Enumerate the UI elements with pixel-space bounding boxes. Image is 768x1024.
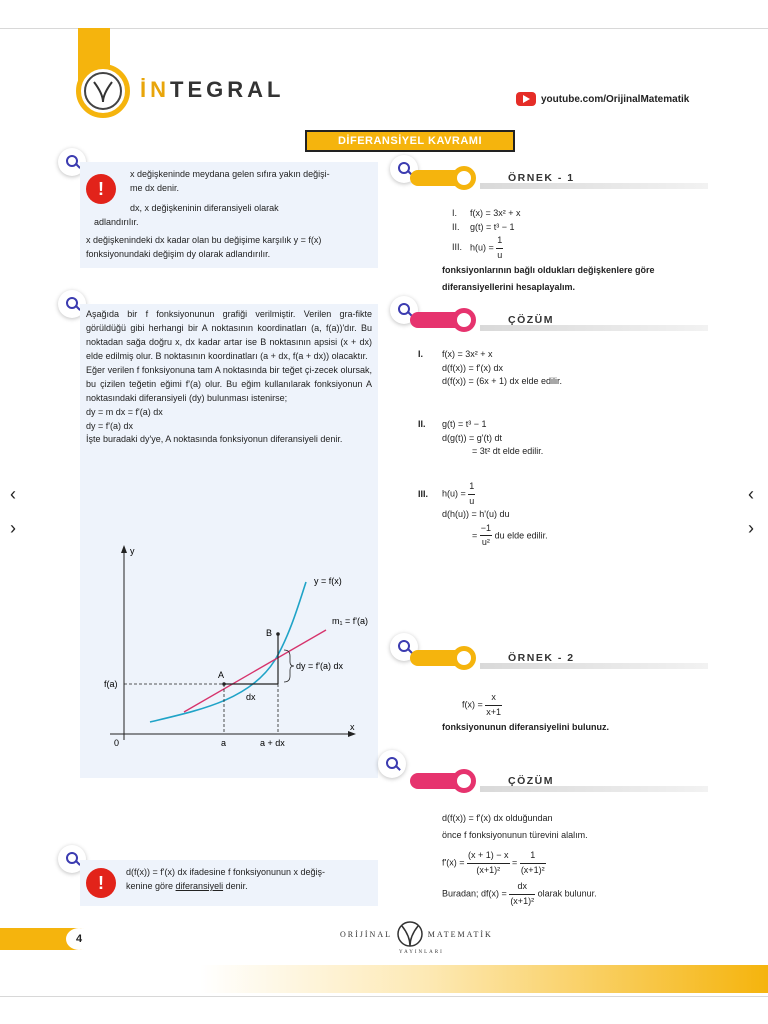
sol1-iii3-den: u² (481, 537, 490, 547)
dy-brace (284, 650, 294, 682)
footer-gradient (200, 965, 768, 993)
sol1-iii-frac (468, 480, 475, 508)
bottom-rule (0, 996, 768, 997)
ex1-iii-lhs: h(u) = (470, 242, 494, 253)
sol1-iii3-num: −1 (480, 522, 492, 537)
footer-logo-sub: YAYINLARI (399, 950, 444, 955)
youtube-link[interactable] (516, 92, 689, 106)
x-axis-label: x (350, 722, 355, 732)
footer-logo-right: MATEMATİK (427, 929, 493, 939)
definition-box (80, 162, 378, 268)
example2-title: ÖRNEK - 2 (508, 652, 575, 664)
sol1-i-line2: d(f(x)) = f'(x) dx (442, 362, 503, 373)
example-pill-knob (452, 166, 476, 190)
def2-pre: kenine göre (126, 880, 176, 891)
def2-underlined: diferansiyeli (175, 880, 224, 891)
sol1-iii-den-val: u (469, 495, 475, 506)
page-number: 4 (66, 928, 92, 950)
differential-graph (80, 540, 378, 770)
dx-label: dx (246, 692, 256, 702)
sol1-ii-num: II. (418, 419, 426, 429)
point-b (276, 632, 280, 636)
dy-label: dy = f'(a) dx (296, 661, 343, 671)
example-pill-knob (452, 646, 476, 670)
ex1-iii-frac (496, 234, 503, 262)
sol2-derivative (442, 849, 546, 877)
zoom-icon[interactable] (378, 750, 406, 778)
sol1-iii-num-val: 1 (468, 480, 475, 495)
def2-post: denir. (223, 880, 248, 891)
ex1-iii-num: III. (452, 242, 463, 253)
point-a-label: A (218, 670, 225, 680)
origin-label: 0 (114, 738, 120, 748)
fa-label: f(a) (104, 679, 118, 689)
sol1-iii3-post: du elde edilir. (494, 529, 548, 540)
point-b-label: B (266, 628, 273, 638)
sol1-iii-lhs: h(u) = (442, 488, 466, 499)
sol1-iii-num: III. (418, 489, 429, 499)
youtube-text[interactable]: youtube.com/OrijinalMatematik (541, 93, 690, 105)
function-curve (150, 582, 306, 722)
explanation-eq2: dy = f'(a) dx (86, 420, 133, 431)
sol2-den2: (x+1)² (520, 864, 545, 875)
def-line4: adlandırılır. (94, 217, 139, 227)
sol2-l3-lhs: f'(x) = (442, 857, 465, 868)
prev-page-button[interactable]: ‹ (10, 484, 16, 504)
brand-logo-inner (84, 72, 122, 110)
explanation-eq1: dy = m dx = f'(a) dx (86, 406, 163, 417)
ex1-ii-eq: g(t) = t³ − 1 (470, 221, 515, 232)
top-rule (0, 28, 768, 29)
youtube-icon (516, 92, 536, 106)
footer-logo-icon (396, 920, 424, 950)
sol1-ii-line1: g(t) = t³ − 1 (442, 419, 487, 429)
def-line1: x değişkeninde meydana gelen sıfıra yakın değişi- (130, 169, 330, 179)
sol1-ii-line2: d(g(t)) = g'(t) dt (442, 432, 502, 443)
sol1-iii-eq: = (472, 529, 478, 540)
tangent-label: m₁ = f'(a) (332, 616, 369, 626)
sol2-l4-post: olarak bulunur. (537, 888, 597, 899)
definition-box-2 (80, 860, 378, 906)
ex1-i-num: I. (452, 208, 458, 218)
sol2-result (442, 880, 597, 908)
ex2-den: x+1 (486, 706, 502, 717)
ex2-question: fonksiyonunun diferansiyelini bulunuz. (442, 722, 610, 732)
sol2-eq: = (512, 857, 518, 868)
alert-icon: ! (86, 868, 116, 898)
sol1-i-line3: d(f(x)) = (6x + 1) dx elde edilir. (442, 376, 563, 386)
curve-label: y = f(x) (314, 576, 342, 586)
solution-pill-knob (452, 769, 476, 793)
sol2-line1: d(f(x)) = f'(x) dx olduğundan (442, 813, 553, 823)
ex1-ii-num: II. (452, 221, 460, 232)
y-axis-label: y (130, 546, 135, 556)
logo-y-icon (86, 74, 120, 108)
explanation-p1: Aşağıda bir f fonksiyonunun grafiği verilmiştir. Verilen gra-fikte görüldüğü gibi herhangi bir A noktasının koordinatları (a, f(a))'dır. Bu noktadan sağa doğru x, dx kadar artar ise B noktasının apsisi (x + dx) elde edilmiş olur. B noktasının koordinatları (a + dx, f(a + dx)) olacaktır. (86, 309, 372, 361)
a-tick-label: a (221, 738, 227, 748)
alert-icon: ! (86, 174, 116, 204)
brand-rest: TEGRAL (170, 77, 285, 102)
sol2-den1: (x+1)² (476, 864, 501, 875)
sol2-l4-num: dx (509, 880, 535, 895)
solution1-title: ÇÖZÜM (508, 314, 554, 326)
footer-logo (340, 920, 493, 955)
explanation-box (80, 304, 378, 778)
sol2-line2: önce f fonksiyonunun türevini alalım. (442, 830, 588, 841)
def-line2: me dx denir. (130, 182, 180, 193)
prev-page-button-right[interactable]: ‹ (748, 484, 754, 504)
y-axis-arrow (121, 545, 127, 553)
def-line6: fonksiyonundaki değişim dy olarak adlandırılır. (86, 248, 271, 259)
ex1-i-eq: f(x) = 3x² + x (470, 208, 521, 218)
sol2-l4-pre: Buradan; df(x) = (442, 888, 507, 899)
def2-line1: d(f(x)) = f'(x) dx ifadesine f fonksiyonunun x değiş- (126, 867, 326, 877)
sol1-i-line1: f(x) = 3x² + x (442, 349, 493, 359)
example1-title: ÖRNEK - 1 (508, 172, 575, 184)
footer-logo-left: ORİJİNAL (340, 929, 392, 939)
sol2-l4-den: (x+1)² (510, 895, 535, 906)
explanation-p3: İşte buradaki dy'ye, A noktasında fonksiyonun diferansiyeli denir. (86, 434, 343, 445)
solution2-title: ÇÖZÜM (508, 775, 554, 787)
example1-list (452, 207, 521, 262)
sol1-iii-frac2 (480, 522, 492, 550)
brand-prefix: İN (140, 77, 170, 102)
explanation-p2: Eğer verilen f fonksiyonuna tam A noktasında bir teğet çi-zecek olursak, bu çizilen teğetin eğimi f'(a) olur. Bu eğim kullanılarak fonksiyonun A noktasındaki diferansiyeli (dy) bulunması istenirse; (86, 364, 372, 403)
sol2-frac3 (509, 880, 535, 908)
ex2-function (462, 691, 502, 719)
ex1-iii-den-val: u (497, 249, 503, 260)
def2-line2 (126, 880, 374, 894)
next-page-button[interactable]: › (748, 518, 754, 538)
ex1-iii-num-val: 1 (496, 234, 503, 249)
ex1-question-line2: diferansiyellerini hesaplayalım. (442, 282, 576, 293)
sol1-i-num: I. (418, 349, 424, 359)
ex2-num: x (485, 691, 502, 706)
def-line5: x değişkenindeki dx kadar olan bu değişime karşılık y = f(x) (86, 235, 322, 245)
section-ribbon: DİFERANSİYEL KAVRAMI (305, 130, 515, 152)
sol2-frac2 (520, 849, 546, 877)
next-page-button-left[interactable]: › (10, 518, 16, 538)
ex1-question-line1: fonksiyonlarının bağlı oldukları değişkenlere göre (442, 265, 655, 275)
sol2-frac1 (467, 849, 510, 877)
def-line3: dx, x değişkeninin diferansiyeli olarak (130, 203, 279, 213)
point-a (222, 682, 226, 686)
adx-tick-label: a + dx (260, 738, 285, 748)
ex2-frac (485, 691, 502, 719)
sol1-ii-line3: = 3t² dt elde edilir. (472, 446, 544, 456)
brand-title (140, 77, 284, 103)
solution-pill-knob (452, 308, 476, 332)
sol1-iii-line2: d(h(u)) = h'(u) du (442, 509, 510, 519)
sol2-num2: 1 (520, 849, 546, 864)
sol2-num1: (x + 1) − x (467, 849, 510, 864)
ex2-lhs: f(x) = (462, 699, 483, 710)
